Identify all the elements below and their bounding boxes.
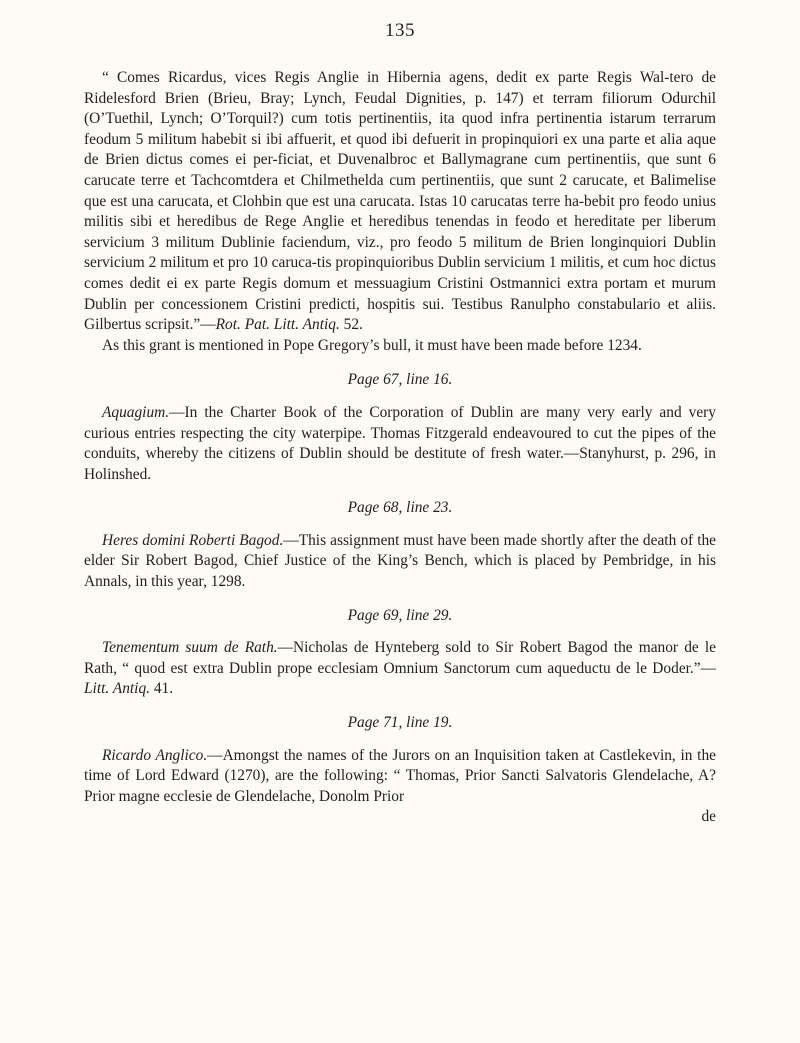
note-heading-2: Page 68, line 23.	[347, 499, 453, 517]
charter-text: “ Comes Ricardus, vices Regis Anglie in Hibernia agens, dedit ex parte Regis Wal-tero de Ridelesford Brien (Brieu, Bray; Lynch, Feudal Dignities, p. 147) et terram filiorum Odurchil (O’Tuethil, Lynch; O’Torquil?) cum totis pertinentiis, ita quod infra pertinentia istarum terrarum feodum 5 militum habebit si ibi affuerit, et quod ibi defuerit in propinquiori ex una parte et alia aque de Brien dictus comes ei per-ficiat, et Duvenalbroc et Ballymagrane cum pertinentiis, que sunt 6 carucate terre et Tachcomtdera et Chilmethelda cum pertinentiis, que sunt 2 carucate, et Balimelise que est una carucata, et Clohbin que est una carucata. Istas 10 carucatas terre ha-bebit pro feodo unius militis sibi et heredibus de Rege Anglie et heredibus tenendas in feodo et hereditate per liberum servicium 3 militum Dublinie faciendum, viz., pro feodo 5 militum de Brien longinquiori Dublin servicium 2 militum et pro 10 caruca-tis propinquioribus Dublin servicium 1 militis, et cum hoc dictus comes dedit ei ex parte Regis domum et messuagium Cristini Ostmannici extra portam et murum Dublin per concessionem Cristini predicti, hospitis sui. Testibus Ranulpho constabulario et aliis. Gilbertus scripsit.”—	[84, 69, 716, 334]
charter-source-page: 52.	[339, 316, 363, 334]
note-paragraph-2	[84, 531, 716, 593]
note-lemma-2: Heres domini Roberti Bagod.	[102, 531, 284, 549]
note-body-3: —Nicholas de Hynteberg sold to Sir Robert Bagod the manor de le Rath, “ quod est extra Dublin prope ecclesiam Omnium Sanctorum cum aqueductu de le Doder.”—	[84, 639, 716, 677]
note-lemma-4: Ricardo Anglico.	[102, 746, 208, 764]
charter-quotation	[84, 68, 716, 336]
note-lemma-1: Aquagium.	[102, 403, 170, 421]
note-source-3: Litt. Antiq.	[84, 680, 150, 698]
note-heading-3: Page 69, line 29.	[347, 606, 453, 624]
note-paragraph-3	[84, 638, 716, 700]
charter-note: As this grant is mentioned in Pope Gregory’s bull, it must have been made before 1234.	[102, 336, 642, 354]
note-source-page-3: 41.	[150, 680, 174, 698]
note-paragraph-1	[84, 403, 716, 485]
charter-source: Rot. Pat. Litt. Antiq.	[215, 316, 340, 334]
catchword: de	[701, 808, 716, 826]
note-body-4: —Amongst the names of the Jurors on an Inquisition taken at Castlekevin, in the time of Lord Edward (1270), are the following: “ Thomas, Prior Sancti Salvatoris Glendelache, A? Prior magne ecclesie de Glendelache, Donolm Prior	[84, 746, 716, 805]
page-text	[84, 68, 716, 828]
note-heading-1: Page 67, line 16.	[347, 371, 453, 389]
note-heading-4: Page 71, line 19.	[347, 714, 453, 732]
note-body-1: —In the Charter Book of the Corporation of Dublin are many very early and very curious entries respecting the city waterpipe. Thomas Fitzgerald endeavoured to cut the pipes of the conduits, whereby the citizens of Dublin should be destitute of fresh water.—Stanyhurst, p. 296, in Holinshed.	[84, 403, 716, 483]
note-paragraph-4	[84, 746, 716, 808]
note-lemma-3: Tenementum suum de Rath.	[102, 639, 278, 657]
note-body-2: —This assignment must have been made shortly after the death of the elder Sir Robert Bagod, Chief Justice of the King’s Bench, which is placed by Pembridge, in his Annals, in this year, 1298.	[84, 531, 716, 591]
page-number: 135	[385, 20, 415, 41]
